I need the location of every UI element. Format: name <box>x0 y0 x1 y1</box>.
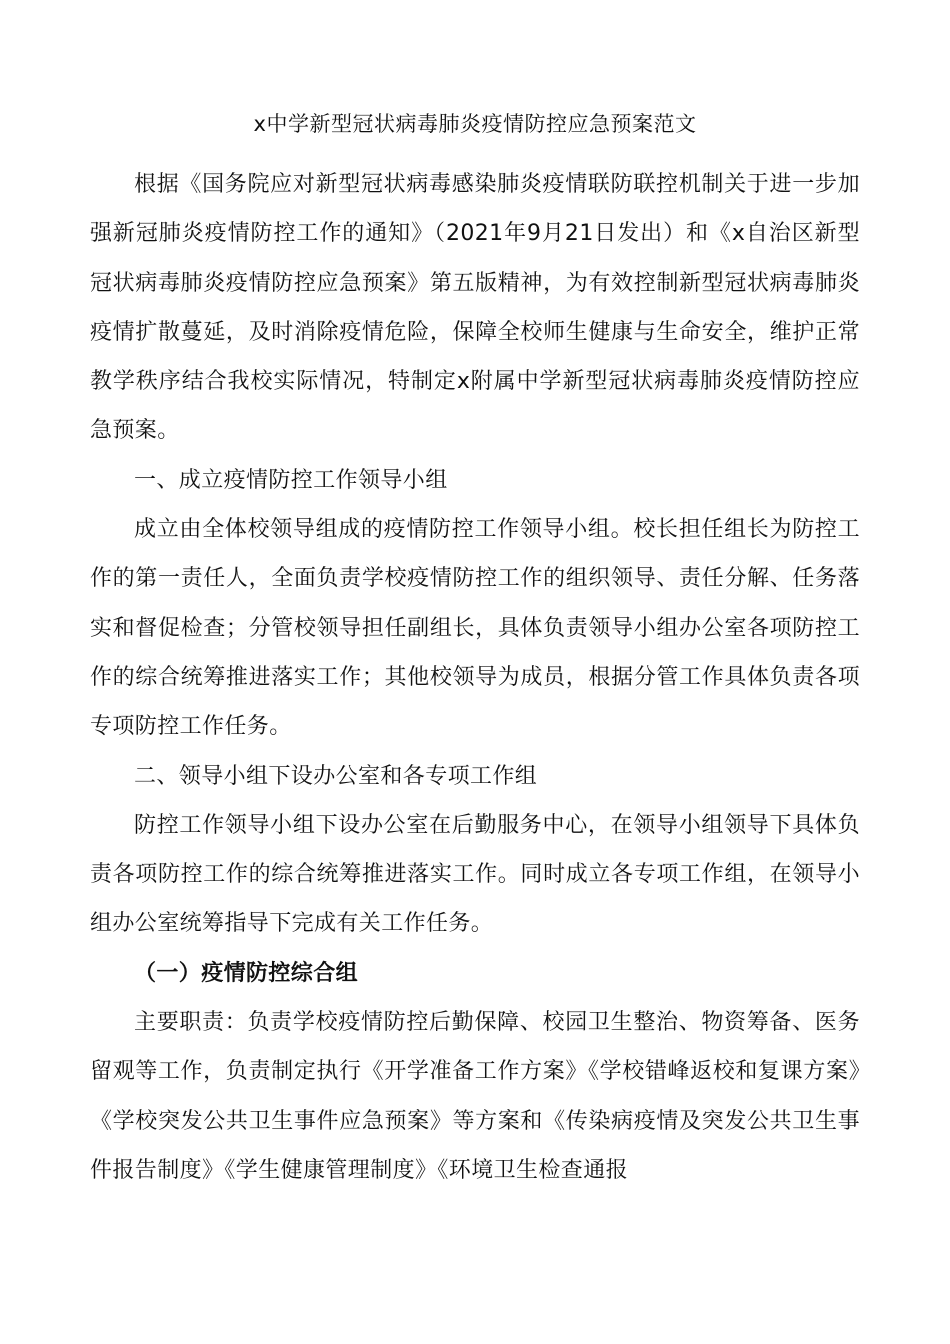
section-2-heading: 二、领导小组下设办公室和各专项工作组 <box>134 763 538 789</box>
intro-paragraph: 根据《国务院应对新型冠状病毒感染肺炎疫情联防联控机制关于进一步加强新冠肺炎疫情防控工作的通知》（2021年9月21日发出）和《x自治区新型冠状病毒肺炎疫情防控应急预案》第五版精神，为有效控制新型冠状病毒肺炎疫情扩散蔓延，及时消除疫情危险，保障全校师生健康与生命安全，维护正常教学秩序结合我校实际情况，特制定x附属中学新型冠状病毒肺炎疫情防控应急预案。 <box>90 172 860 444</box>
section-1-body: 成立由全体校领导组成的疫情防控工作领导小组。校长担任组长为防控工作的第一责任人，全面负责学校疫情防控工作的组织领导、责任分解、任务落实和督促检查；分管校领导担任副组长，具体负责领导小组办公室各项防控工作的综合统筹推进落实工作；其他校领导为成员，根据分管工作具体负责各项专项防控工作任务。 <box>90 517 860 740</box>
subsection-1-heading: （一）疫情防控综合组 <box>134 960 359 986</box>
document-title: x中学新型冠状病毒肺炎疫情防控应急预案范文 <box>253 112 697 136</box>
section-2-body: 防控工作领导小组下设办公室在后勤服务中心，在领导小组领导下具体负责各项防控工作的综合统筹推进落实工作。同时成立各专项工作组，在领导小组办公室统筹指导下完成有关工作任务。 <box>90 812 860 937</box>
subsection-1-body: 主要职责：负责学校疫情防控后勤保障、校园卫生整治、物资筹备、医务留观等工作，负责制定执行《开学准备工作方案》《学校错峰返校和复课方案》《学校突发公共卫生事件应急预案》等方案和《传染病疫情及突发公共卫生事件报告制度》《学生健康管理制度》《环境卫生检查通报 <box>90 1010 860 1183</box>
document-page <box>90 104 860 1195</box>
section-1-heading: 一、成立疫情防控工作领导小组 <box>134 467 448 493</box>
